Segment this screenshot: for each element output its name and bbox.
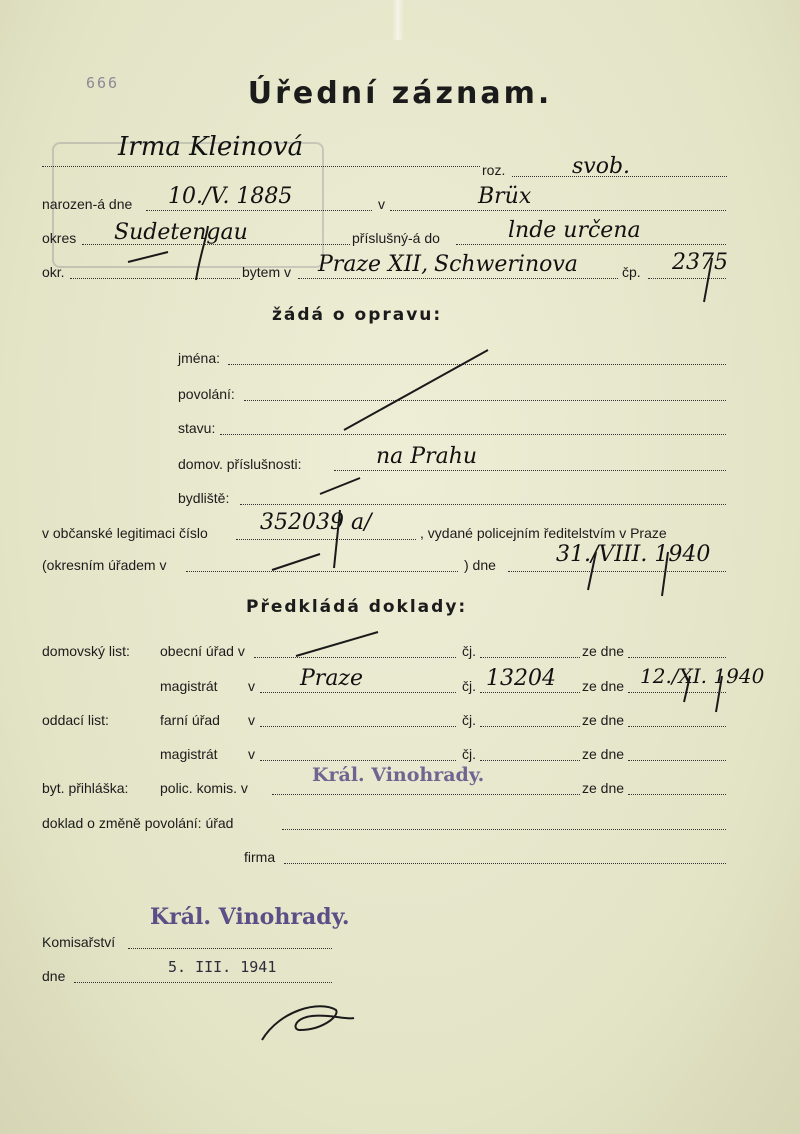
label-cj-3: čj. (462, 712, 476, 728)
marital-status: svob. (572, 154, 631, 179)
stroke-date-slash-1 (588, 552, 596, 590)
label-cj-2: čj. (462, 678, 476, 694)
label-ze-dne-1: ze dne (582, 643, 625, 659)
footer-date-stamp: 5. III. 1941 (168, 958, 277, 976)
label-magistrat-1: magistrát (160, 678, 218, 694)
label-residence: bydliště: (178, 490, 230, 506)
label-status: stavu: (178, 420, 216, 436)
label-okr: okr. (42, 264, 65, 280)
birth-date: 10./V. 1885 (168, 184, 293, 209)
label-district-office: (okresním úřadem v (42, 557, 167, 573)
police-station-stamp: Král. Vinohrady. (312, 764, 485, 786)
stroke-id-number (334, 510, 340, 568)
label-cj-1: čj. (462, 643, 476, 659)
label-polic-komis: polic. komis. v (160, 780, 248, 796)
stroke-magistrat-date-slash (684, 676, 690, 702)
label-ze-dne-2: ze dne (582, 678, 625, 694)
stroke-okr-dash (128, 252, 168, 262)
label-oddaci-list: oddací list: (42, 712, 109, 728)
stroke-district-slash (196, 226, 208, 280)
residence-city: Praze XII, (318, 252, 429, 277)
label-byt-prihlaska: byt. přihláška: (42, 780, 129, 796)
label-ze-dne-5: ze dne (582, 780, 625, 796)
label-footer-dne: dne (42, 968, 66, 984)
label-cp: čp. (622, 264, 641, 280)
stroke-house-number (704, 258, 712, 302)
label-born: narozen-á dne (42, 196, 133, 212)
person-name: Irma Kleinová (118, 132, 304, 162)
label-obecni-urad: obecní úřad v (160, 643, 245, 659)
office-stamp: Král. Vinohrady. (150, 904, 350, 930)
label-issued: , vydané policejním ředitelstvím v Praze (420, 525, 667, 541)
label-firma: firma (244, 849, 276, 865)
residence-street: Schwerinova (434, 252, 578, 277)
label-doklad-zmena: doklad o změně povolání: úřad (42, 815, 234, 831)
stroke-residence-dash (320, 478, 360, 494)
label-domicile: domov. příslušnosti: (178, 456, 302, 472)
signature (262, 1006, 354, 1040)
label-ze-dne-3: ze dne (582, 712, 625, 728)
section-request-heading: žádá o opravu: (272, 305, 443, 325)
label-occupation: povolání: (178, 386, 235, 402)
stroke-magistrat-date-slash-2 (716, 676, 722, 712)
birth-place: Brüx (478, 184, 532, 209)
label-magistrat-2: magistrát (160, 746, 218, 762)
label-cj-4: čj. (462, 746, 476, 762)
label-in: v (378, 196, 385, 212)
id-number: 352039 a/ (260, 510, 372, 535)
section-documents-heading: Předkládá doklady: (246, 597, 468, 617)
stroke-district-office-dash (272, 554, 320, 570)
stroke-cancel-long (344, 350, 488, 430)
house-number: 2375 (672, 250, 728, 275)
label-issue-date: ) dne (464, 557, 496, 573)
domicile-value: na Prahu (376, 444, 478, 469)
label-residing: bytem v (242, 264, 292, 280)
label-komisarstvi: Komisařství (42, 934, 116, 950)
label-district: okres (42, 230, 77, 246)
magistrat-date: 12./XI. 1940 (640, 664, 765, 688)
magistrat-cj: 13204 (486, 666, 556, 691)
document-title: Úřední záznam. (247, 76, 553, 111)
label-farni-urad: farní úřad (160, 712, 220, 728)
label-v-2: v (248, 712, 255, 728)
district: Sudetengau (114, 220, 248, 245)
issue-date: 31./VIII. 1940 (556, 542, 711, 567)
label-v-1: v (248, 678, 255, 694)
label-domovsky-list: domovský list: (42, 643, 130, 659)
label-ze-dne-4: ze dne (582, 746, 625, 762)
stroke-obecni-cancel (296, 632, 378, 656)
stroke-date-slash-2 (662, 552, 668, 596)
label-id-card: v občanské legitimaci číslo (42, 525, 208, 541)
label-v-3: v (248, 746, 255, 762)
corner-number: 666 (86, 74, 120, 92)
belonging: lnde určena (508, 218, 641, 243)
label-belonging: příslušný-á do (352, 230, 440, 246)
label-names: jména: (178, 350, 221, 366)
magistrat-city: Praze (300, 666, 364, 691)
label-roz: roz. (482, 162, 506, 178)
